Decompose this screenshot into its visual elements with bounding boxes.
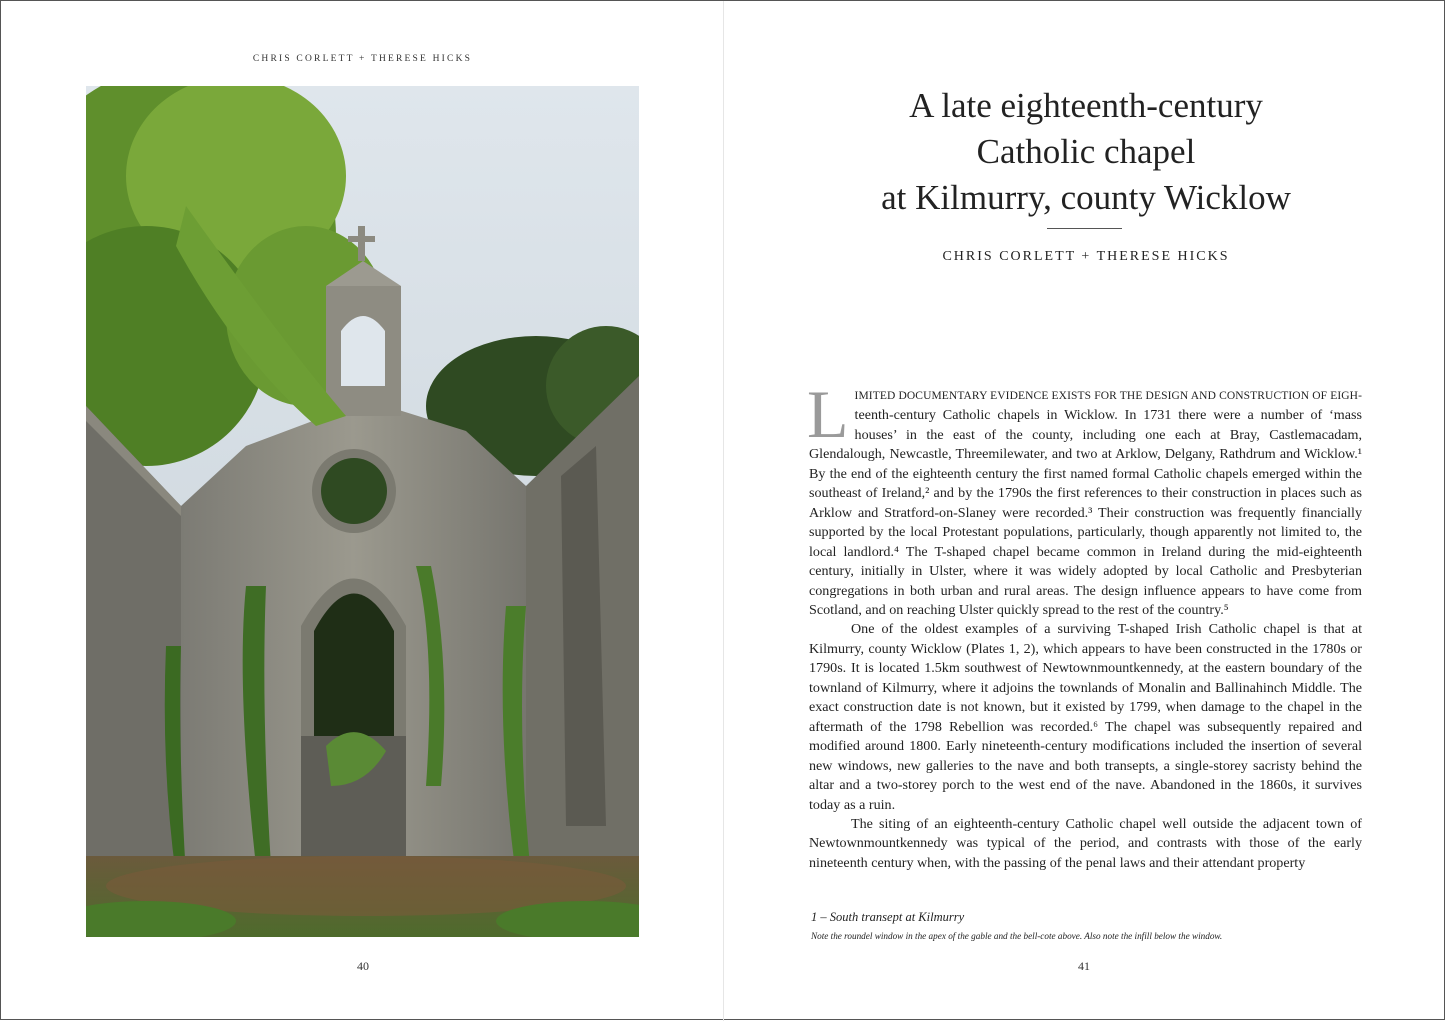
title-rule bbox=[1047, 228, 1122, 229]
article-title bbox=[811, 83, 1361, 221]
body-text bbox=[807, 376, 1362, 873]
paragraph-3: The siting of an eighteenth-century Catholic chapel well outside the adjacent town of Newtownmountkennedy was typical of the period, and contrasts with those of the early nineteenth century when, with the passing of the penal laws and their attendant property bbox=[809, 815, 1362, 871]
paragraph-1-text: teenth-century Catholic chapels in Wicklow. In 1731 there were a number of ‘mass houses’ in the east of the county, including one each at Bray, Castlemacadam, Glendalough, Newcastle, Threemilewater, and two at Arklow, Delgany, Rathdrum and Wicklow.¹ By the end of the eighteenth century the first named formal Catholic chapels emerged within the southeast of Ireland,² and by the 1790s the first references to their construction in places such as Arklow and Stratford-on-Slaney were recorded.³ Their construction was frequently financially supported by the local Protestant populations, particularly, though apparently not limited to, the local landlord.⁴ The T-shaped chapel became common in Ireland during the mid-eighteenth century, initially in Ulster, where it was widely adopted by local Catholic and Presbyterian congregations in both urban and rural areas. The design influence appears to have come from Scotland, and on reaching Ulster quickly spread to the rest of the country.⁵ bbox=[809, 407, 1362, 618]
running-head: CHRIS CORLETT + THERESE HICKS bbox=[252, 54, 473, 64]
gutter bbox=[723, 1, 724, 1021]
page-number-right: 41 bbox=[1078, 959, 1090, 973]
lead-in: IMITED DOCUMENTARY EVIDENCE EXISTS FOR THE DESIGN AND CONSTRUCTION OF EIGH- bbox=[854, 390, 1362, 402]
caption-note: Note the roundel window in the apex of the gable and the bell-cote above. Also note the infill below the window. bbox=[811, 931, 1223, 941]
page-number-left: 40 bbox=[357, 959, 369, 973]
title-line-3: at Kilmurry, county Wicklow bbox=[881, 178, 1291, 217]
caption-title: 1 – South transept at Kilmurry bbox=[811, 910, 965, 924]
paragraph-2: One of the oldest examples of a surviving T-shaped Irish Catholic chapel is that at Kilmurry, county Wicklow (Plates 1, 2), which appears to have been constructed in the 1780s or 1790s. It is located 1.5km southwest of Newtownmountkennedy, at the eastern boundary of the townland of Kilmurry, where it adjoins the townlands of Monalin and Ballinahinch Middle. The exact construction date is not known, but it existed by 1799, when damage to the chapel in the aftermath of the 1798 Rebellion was recorded.⁶ The chapel was subsequently repaired and modified around 1800. Early nineteenth-century modifications included the insertion of several new windows, new galleries to the nave and both transepts, a single-storey sacristy behind the altar and a two-storey porch to the west end of the nave. Abandoned in the 1860s, it survives today as a ruin. bbox=[809, 621, 1362, 813]
chapel-photo bbox=[86, 86, 639, 937]
title-line-2: Catholic chapel bbox=[976, 132, 1196, 171]
byline: CHRIS CORLETT + THERESE HICKS bbox=[942, 249, 1230, 264]
title-line-1: A late eighteenth-century bbox=[909, 86, 1263, 125]
drop-cap: L bbox=[807, 376, 849, 452]
paragraph-1 bbox=[807, 376, 1362, 620]
